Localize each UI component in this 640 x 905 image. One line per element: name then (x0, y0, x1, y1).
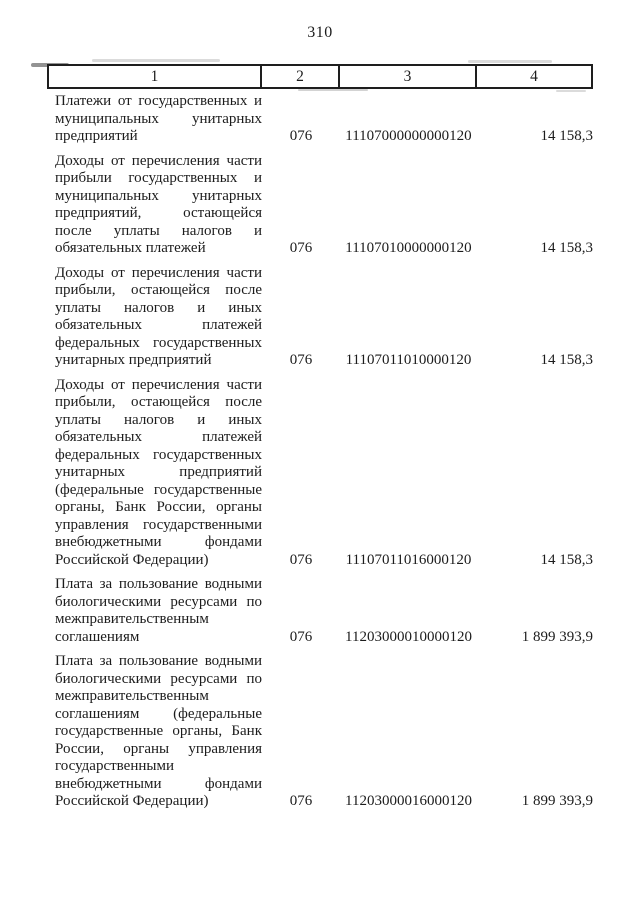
table-row (47, 653, 593, 811)
admin-code-cell: 076 (289, 793, 313, 809)
budget-code-cell: 11203000016000120 (345, 793, 472, 809)
budget-code-cell: 11107011010000120 (345, 352, 472, 368)
amount-cell: 14 158,3 (540, 128, 593, 144)
table-row (47, 377, 593, 570)
admin-code-cell: 076 (289, 240, 313, 256)
column-header-2: 2 (260, 64, 340, 89)
admin-code-cell: 076 (289, 128, 313, 144)
row-name-cell: Плата за пользование водными биологическими ресурсами по межправительственным соглашениям (федеральные государственные органы, Банк России, органы управления государственными внебюджетными фондами Российской Федерации) (55, 653, 262, 809)
row-name-cell: Доходы от перечисления части прибыли, остающейся после уплаты налогов и иных обязательных платежей федеральных государственных унитарных предприятий (55, 264, 262, 368)
row-name-cell: Доходы от перечисления части прибыли государственных и муниципальных унитарных предприятий, остающейся после уплаты налогов и обязательных платежей (55, 152, 262, 256)
amount-cell: 14 158,3 (540, 240, 593, 256)
amount-cell: 1 899 393,9 (521, 793, 593, 809)
column-header-3: 3 (338, 64, 477, 89)
budget-code-cell: 11203000010000120 (345, 628, 472, 645)
row-name-cell: Доходы от перечисления части прибыли, остающейся после уплаты налогов и иных обязательных платежей федеральных государственных унитарных предприятий (федеральные государственные органы, Банк России, органы управления государственными внебюджетными фондами Российской Федерации) (55, 376, 262, 568)
column-header-1: 1 (47, 64, 262, 89)
row-name-cell: Плата за пользование водными биологическими ресурсами по межправительственным соглашениям (55, 576, 262, 645)
scan-artifact (92, 59, 220, 62)
amount-cell: 1 899 393,9 (521, 628, 593, 645)
amount-cell: 14 158,3 (540, 352, 593, 368)
admin-code-cell: 076 (289, 628, 313, 645)
page-number: 310 (307, 24, 333, 41)
scan-artifact (468, 60, 552, 63)
budget-code-cell: 11107000000000120 (345, 128, 472, 144)
scan-artifact (556, 90, 586, 92)
row-name-cell: Платежи от государственных и муниципальных унитарных предприятий (55, 93, 262, 144)
table-row (47, 265, 593, 370)
scan-artifact (298, 89, 368, 91)
budget-code-cell: 11107010000000120 (345, 240, 472, 256)
column-header-4: 4 (475, 64, 593, 89)
table-body (47, 93, 593, 818)
amount-cell: 14 158,3 (540, 551, 593, 568)
table-row (47, 93, 593, 146)
table-row (47, 576, 593, 646)
table-header-row (47, 64, 593, 89)
admin-code-cell: 076 (289, 352, 313, 368)
budget-code-cell: 11107011016000120 (345, 551, 472, 568)
table-row (47, 153, 593, 258)
admin-code-cell: 076 (289, 551, 313, 568)
